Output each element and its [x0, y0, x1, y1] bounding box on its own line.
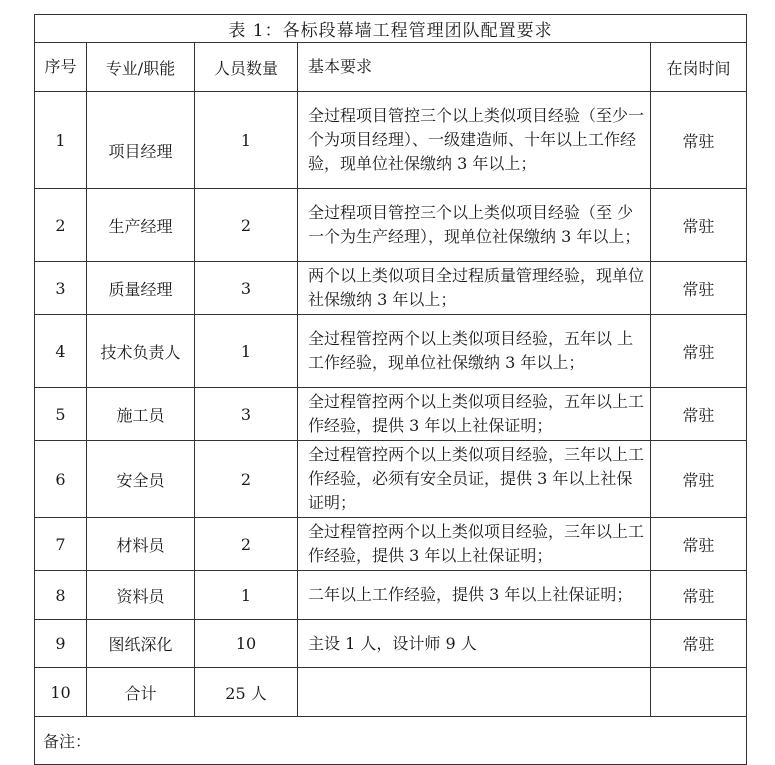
row-seq: 3 [35, 262, 87, 315]
header-requirement: 基本要求 [298, 43, 651, 92]
row-count: 1 [195, 92, 298, 189]
row-seq: 7 [35, 518, 87, 571]
row-onsite: 常驻 [651, 315, 747, 388]
title-row [35, 15, 747, 43]
row-count: 1 [195, 571, 298, 620]
table-row [35, 571, 747, 620]
row-requirement: 全过程项目管控三个以上类似项目经验（至 少一个为生产经理），现单位社保缴纳 3 年以上； [298, 189, 651, 262]
row-requirement: 全过程管控两个以上类似项目经验，五年以上工作经验，提供 3 年以上社保证明； [298, 388, 651, 441]
header-role: 专业/职能 [87, 43, 195, 92]
row-count: 1 [195, 315, 298, 388]
table-row [35, 620, 747, 668]
row-onsite: 常驻 [651, 92, 747, 189]
note-row [35, 717, 747, 765]
header-row [35, 43, 747, 92]
row-count: 25 人 [195, 668, 298, 717]
row-count: 2 [195, 441, 298, 518]
row-requirement: 全过程管控两个以上类似项目经验，三年以上工作经验，必须有安全员证，提供 3 年以上社保证明； [298, 441, 651, 518]
row-count: 3 [195, 262, 298, 315]
row-role: 图纸深化 [87, 620, 195, 668]
row-seq: 8 [35, 571, 87, 620]
row-role: 生产经理 [87, 189, 195, 262]
header-count: 人员数量 [195, 43, 298, 92]
row-requirement: 全过程管控两个以上类似项目经验，三年以上工作经验，提供 3 年以上社保证明； [298, 518, 651, 571]
row-role: 安全员 [87, 441, 195, 518]
table-row [35, 92, 747, 189]
staffing-table [34, 14, 747, 765]
row-role: 施工员 [87, 388, 195, 441]
table-row [35, 189, 747, 262]
row-role: 资料员 [87, 571, 195, 620]
row-role: 技术负责人 [87, 315, 195, 388]
row-requirement: 主设 1 人，设计师 9 人 [298, 620, 651, 668]
row-onsite: 常驻 [651, 518, 747, 571]
row-onsite: 常驻 [651, 189, 747, 262]
row-seq: 10 [35, 668, 87, 717]
row-onsite: 常驻 [651, 262, 747, 315]
row-seq: 1 [35, 92, 87, 189]
header-seq: 序号 [35, 43, 87, 92]
row-requirement: 二年以上工作经验，提供 3 年以上社保证明； [298, 571, 651, 620]
note-label: 备注： [35, 717, 747, 765]
table-title: 表 1：各标段幕墙工程管理团队配置要求 [35, 15, 747, 43]
row-count: 10 [195, 620, 298, 668]
table-row [35, 518, 747, 571]
row-onsite: 常驻 [651, 620, 747, 668]
row-seq: 4 [35, 315, 87, 388]
table-row [35, 262, 747, 315]
row-role: 项目经理 [87, 92, 195, 189]
row-requirement: 全过程项目管控三个以上类似项目经验（至少一个为项目经理）、一级建造师、十年以上工作经验，现单位社保缴纳 3 年以上； [298, 92, 651, 189]
row-role: 质量经理 [87, 262, 195, 315]
row-requirement: 两个以上类似项目全过程质量管理经验，现单位社保缴纳 3 年以上； [298, 262, 651, 315]
row-role: 材料员 [87, 518, 195, 571]
row-count: 2 [195, 189, 298, 262]
table-row [35, 388, 747, 441]
row-seq: 6 [35, 441, 87, 518]
header-onsite: 在岗时间 [651, 43, 747, 92]
table-row [35, 668, 747, 717]
row-requirement [298, 668, 651, 717]
row-role: 合计 [87, 668, 195, 717]
row-seq: 9 [35, 620, 87, 668]
table-row [35, 315, 747, 388]
row-seq: 2 [35, 189, 87, 262]
row-onsite [651, 668, 747, 717]
table-row [35, 441, 747, 518]
row-count: 3 [195, 388, 298, 441]
row-seq: 5 [35, 388, 87, 441]
row-count: 2 [195, 518, 298, 571]
row-onsite: 常驻 [651, 571, 747, 620]
row-onsite: 常驻 [651, 388, 747, 441]
row-onsite: 常驻 [651, 441, 747, 518]
row-requirement: 全过程管控两个以上类似项目经验，五年以 上工作经验，现单位社保缴纳 3 年以上； [298, 315, 651, 388]
